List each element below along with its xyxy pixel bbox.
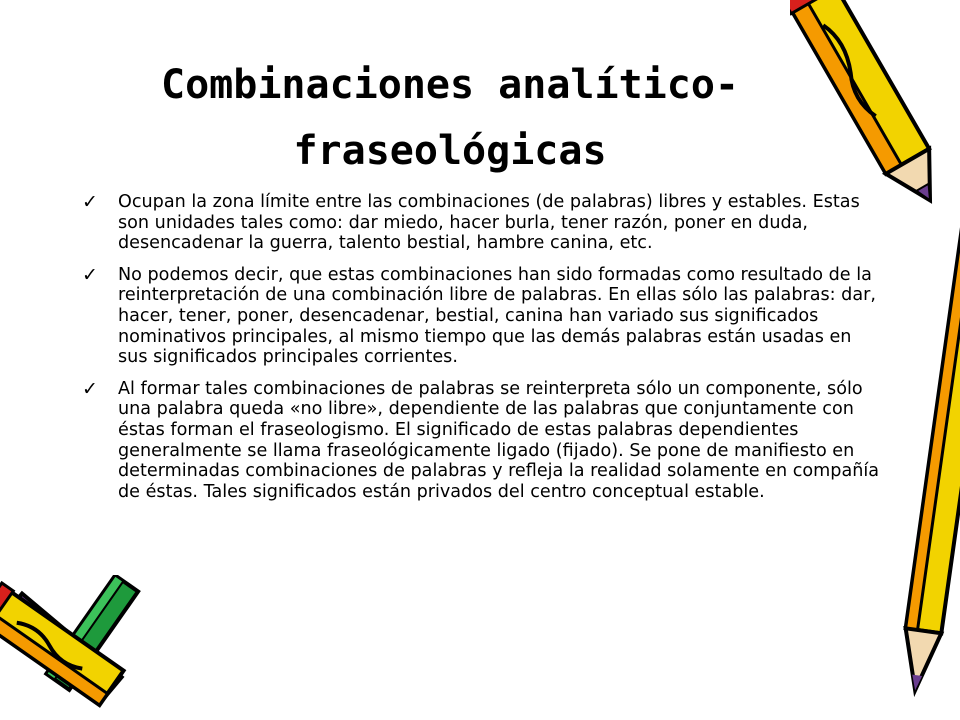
bullet-item [82,192,882,254]
slide-title: Combinaciones analítico-fraseológicas [161,62,739,174]
bullet-item [82,379,882,503]
pencils-bottom-left-icon [0,575,150,720]
bullet-item [82,265,882,368]
bullet-text: No podemos decir, que estas combinaciones han sido formadas como resultado de la reinterpretación de una combinación libre de palabras. En ellas sólo las palabras: dar, hacer, tener, poner, desencadenar, bestial, canina han variado sus significados nominativos principales, al mismo tiempo que las demás palabras están usadas en sus significados principales corrientes. [118,264,876,368]
pencil-right-edge-icon [900,210,960,700]
check-icon: ✓ [82,377,98,400]
bullet-text: Al formar tales combinaciones de palabras se reinterpreta sólo un componente, sólo una palabra queda «no libre», dependiente de las palabras que conjuntamente con éstas forman el fraseologismo. El significado de estas palabras dependientes generalmente se llama fraseológicamente ligado (fijado). Se pone de manifiesto en determinadas combinaciones de palabras y refleja la realidad solamente en compañía de éstas. Tales significados están privados del centro conceptual estable. [118,378,880,502]
bullet-text: Ocupan la zona límite entre las combinaciones (de palabras) libres y estables. Estas son unidades tales como: dar miedo, hacer burla, tener razón, poner en duda, desencadenar la guerra, talento bestial, hambre canina, etc. [118,192,860,254]
pencil-top-right-icon [790,0,960,215]
check-icon: ✓ [82,191,98,213]
check-icon: ✓ [82,263,98,286]
bullet-list [82,192,882,513]
